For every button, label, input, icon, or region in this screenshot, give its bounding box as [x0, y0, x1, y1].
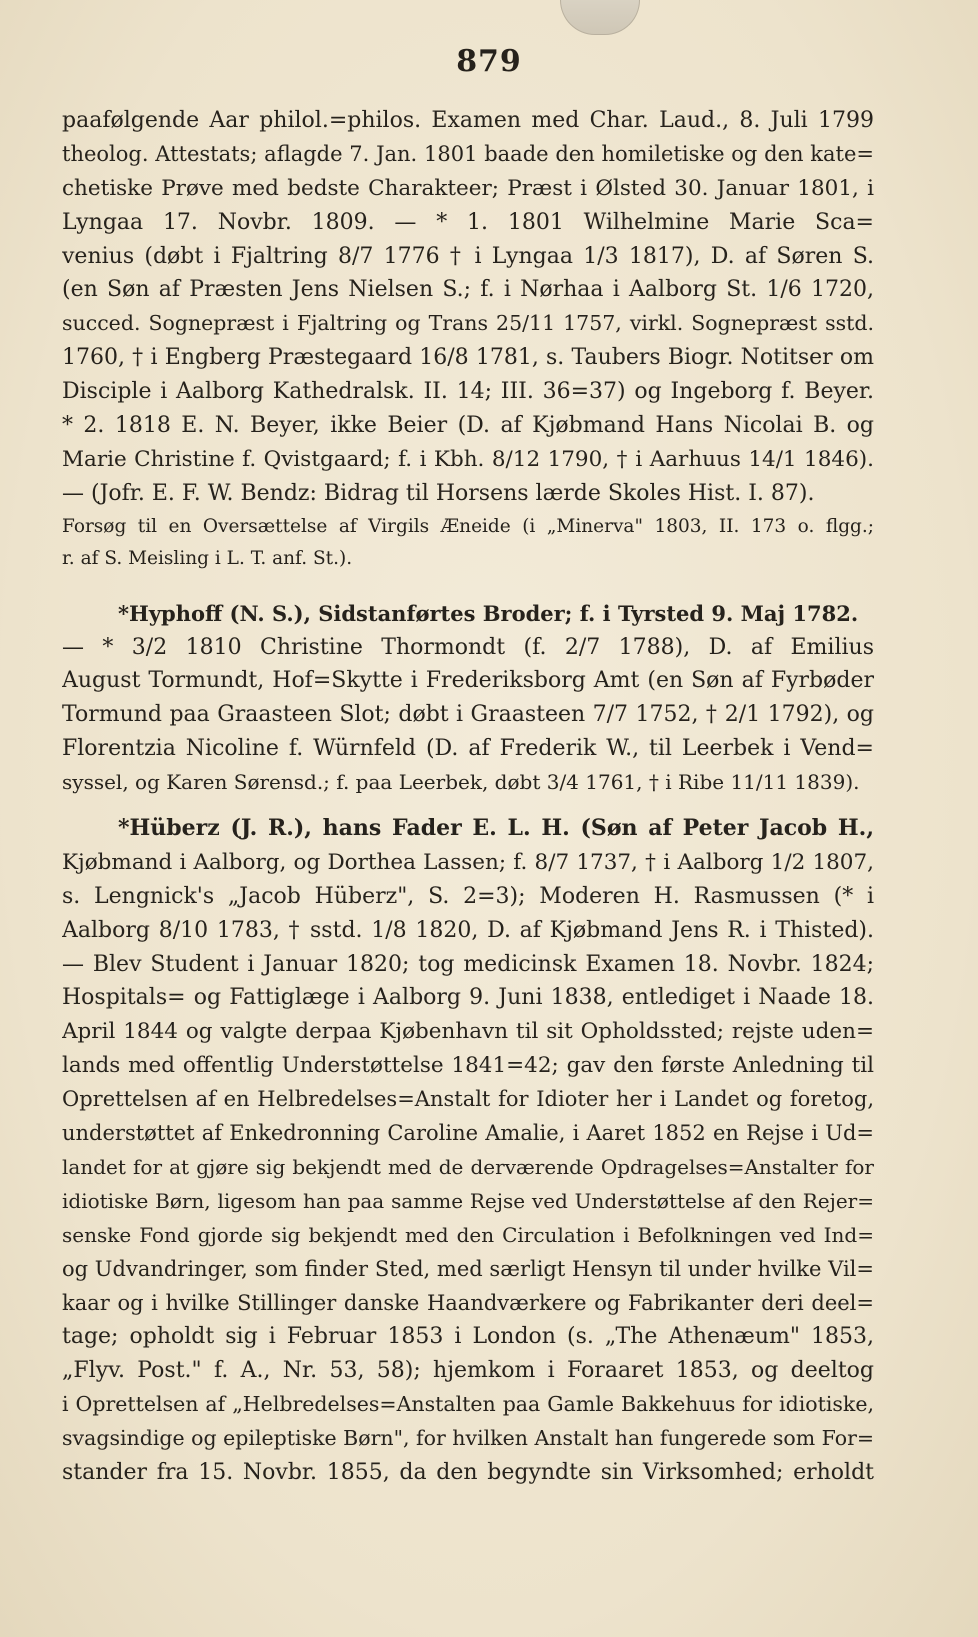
text-line: Lyngaa 17. Novbr. 1809. — * 1. 1801 Wilhelmine Marie Sca= [62, 209, 874, 235]
text-line: i Oprettelsen af „Helbredelses=Anstalten paa Gamle Bakkehuus for idiotiske, [62, 1392, 874, 1417]
body-text [62, 104, 874, 1490]
text-line: paafølgende Aar philol.=philos. Examen med Char. Laud., 8. Juli 1799 [62, 108, 874, 133]
text-line: kaar og i hvilke Stillinger danske Haandværkere og Fabrikanter deri deel= [62, 1290, 874, 1315]
text-line: — (Jofr. E. F. W. Bendz: Bidrag til Horsens lærde Skoles Hist. I. 87). [62, 480, 815, 506]
text-line: * 2. 1818 E. N. Beyer, ikke Beier (D. af Kjøbmand Hans Nicolai B. og [62, 413, 874, 439]
text-line: 1760, † i Engberg Præstegaard 16/8 1781, s. Taubers Biogr. Notitser om [62, 345, 874, 371]
text-line: landet for at gjøre sig bekjendt med de derværende Opdragelses=Anstalter for [62, 1154, 874, 1179]
text-line: — * 3/2 1810 Christine Thormondt (f. 2/7 1788), D. af Emilius [62, 634, 874, 660]
text-line: chetiske Prøve med bedste Charakteer; Præst i Ølsted 30. Januar 1801, i [62, 175, 874, 201]
text-line: theolog. Attestats; aflagde 7. Jan. 1801 baade den homiletiske og den kate= [62, 141, 874, 166]
text-line: (en Søn af Præsten Jens Nielsen S.; f. i Nørhaa i Aalborg St. 1/6 1720, [62, 277, 874, 303]
text-line: stander fra 15. Novbr. 1855, da den begyndte sin Virksomhed; erholdt [62, 1459, 874, 1485]
text-line: Aalborg 8/10 1783, † sstd. 1/8 1820, D. af Kjøbmand Jens R. i Thisted). [62, 917, 874, 943]
text-line: tage; opholdt sig i Februar 1853 i London (s. „The Athenæum" 1853, [62, 1324, 874, 1350]
text-line: „Flyv. Post." f. A., Nr. 53, 58); hjemkom i Foraaret 1853, og deeltog [62, 1358, 874, 1384]
text-line: idiotiske Børn, ligesom han paa samme Rejse ved Understøttelse af den Rejer= [62, 1188, 874, 1213]
text-line: syssel, og Karen Sørensd.; f. paa Leerbek, døbt 3/4 1761, † i Ribe 11/11 1839). [62, 770, 860, 795]
text-line: Disciple i Aalborg Kathedralsk. II. 14; III. 36=37) og Ingeborg f. Beyer. [62, 379, 874, 405]
text-line: svagsindige og epileptiske Børn", for hvilken Anstalt han fungerede som For= [62, 1426, 874, 1451]
text-line-small: Forsøg til en Oversættelse af Virgils Æneide (i „Minerva" 1803, II. 173 o. flgg.; [62, 515, 874, 537]
text-line: — Blev Student i Januar 1820; tog medicinsk Examen 18. Novbr. 1824; [62, 951, 874, 977]
page-number: 879 [456, 44, 522, 79]
text-line: og Udvandringer, som finder Sted, med særligt Hensyn til under hvilke Vil= [62, 1256, 874, 1281]
text-line: succed. Sognepræst i Fjaltring og Trans 25/11 1757, virkl. Sognepræst sstd. [62, 311, 874, 336]
text-line: Oprettelsen af en Helbredelses=Anstalt for Idioter her i Landet og foretog, [62, 1087, 874, 1112]
entry-heading-huberz: *Hüberz (J. R.), hans Fader E. L. H. (Søn af Peter Jacob H., [118, 815, 874, 842]
text-line-small: r. af S. Meisling i L. T. anf. St.). [62, 547, 353, 569]
text-line: April 1844 og valgte derpaa Kjøbenhavn til sit Opholdssted; rejste uden= [62, 1019, 874, 1045]
text-line: lands med offentlig Understøttelse 1841=42; gav den første Anledning til [62, 1053, 874, 1079]
text-line: Tormund paa Graasteen Slot; døbt i Graasteen 7/7 1752, † 2/1 1792), og [62, 702, 874, 728]
text-line: venius (døbt i Fjaltring 8/7 1776 † i Lyngaa 1/3 1817), D. af Søren S. [62, 243, 874, 269]
text-line: August Tormundt, Hof=Skytte i Frederiksborg Amt (en Søn af Fyrbøder [62, 668, 874, 694]
text-line: Hospitals= og Fattiglæge i Aalborg 9. Juni 1838, entlediget i Naade 18. [62, 985, 874, 1011]
text-line: senske Fond gjorde sig bekjendt med den Circulation i Befolkningen ved Ind= [62, 1222, 874, 1247]
entry-heading-hyphoff: *Hyphoff (N. S.), Sidstanførtes Broder; f. i Tyrsted 9. Maj 1782. [118, 600, 859, 626]
text-line: Marie Christine f. Qvistgaard; f. i Kbh. 8/12 1790, † i Aarhuus 14/1 1846). [62, 446, 874, 472]
page-notch [560, 0, 640, 35]
text-line: Kjøbmand i Aalborg, og Dorthea Lassen; f. 8/7 1737, † i Aalborg 1/2 1807, [62, 849, 874, 875]
text-line: s. Lengnick's „Jacob Hüberz", S. 2=3); Moderen H. Rasmussen (* i [62, 883, 874, 909]
text-line: Florentzia Nicoline f. Würnfeld (D. af Frederik W., til Leerbek i Vend= [62, 736, 874, 762]
text-line: understøttet af Enkedronning Caroline Amalie, i Aaret 1852 en Rejse i Ud= [62, 1121, 874, 1146]
